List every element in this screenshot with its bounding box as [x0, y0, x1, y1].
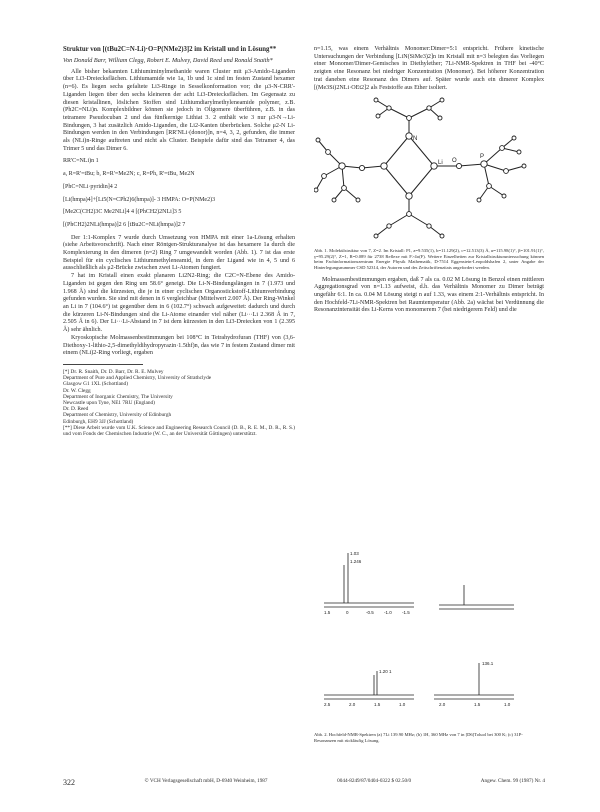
footnote-line: Department of Inorganic Chemistry, The University [63, 393, 173, 400]
body-paragraph-1: Der 1:1-Komplex 7 wurde durch Umsetzung von HMPA mit einer 1a-Lösung erhalten (siehe Arbeitsvorschrift). Nach einer Röntgen-Strukturanalyse ist das hexamere 1a durch die Komplexierung in den dimeren (n=2) Ring 7 umgewandelt worden (Abb. 1). 7 ist das erste Beispiel für ein cyclisches Lithiummethyleneamid, in dem der Ligand wie in 4, 5 und 6 ausschließlich als μ2-Brücke zwischen zwei Li-Atomen fungiert. [63, 234, 295, 272]
footnote-line: Department of Chemistry, University of Edinburgh [63, 412, 172, 419]
figure2-caption: Abb. 2. Hochfeld-NMR-Spektren (a) 7Li 139.90 MHz; (b) 1H, 360 MHz von 7 in [D6]Toluol bei 300 K; (c) 31P-Resonanzen mit rückläufig Lösung. [314, 732, 523, 743]
atom-label-o: O [452, 158, 457, 165]
right-column [314, 46, 544, 315]
tick-a: -1.0 [384, 610, 392, 615]
formula-6: [(PhCH2)2NLi(hmpa)]2 6 [tBu2C=NLi(hmpa)]2 7 [63, 221, 186, 228]
left-column [63, 46, 295, 437]
peak-label-b: 1.20 1 [379, 669, 392, 674]
footnote-line: [**] Diese Arbeit wurde vom U.K. Science and Engineering Research Council (D. B., R. E. M., D. R., R. S.) und vom Fonds der Chemischen Industrie (W. C., an der Universität Göttingen) unterstützt. [63, 424, 295, 437]
molecular-structure-figure [314, 96, 544, 246]
footnote-line: [*] Dr. R. Snaith, Dr. D. Barr, Dr. R. E. Mulvey [63, 368, 164, 375]
formula-1: RR'C=NLi)n 1 [63, 158, 99, 165]
formula-4: [Li(hmpa)4]+[Li5(N=CPh2)6(hmpa)]- 3 HMPA: O=P(NMe2)3 [63, 196, 216, 203]
peak-label-c: 136.1 [482, 661, 494, 666]
footnote-line: Dr. W. Clegg [63, 387, 91, 394]
tick-c: 2.0 [439, 702, 446, 707]
atom-label-n: N [413, 136, 418, 143]
right-paragraph-1: n=1.15, was einem Verhältnis Monomer:Dimer=5:1 entspricht. Frühere kinetische Untersuchungen der Verbindung [LiN(SiMe3)2]n im Kristall mit n=3 belegten das Vorliegen einer Monomer/Dimer-Gemisches in Diethylether; 7Li-NMR-Spektren in THF bei -40°C zeigten eine Resonanz bei niedriger Konzentration (Monomer). Bei höherer Konzentration trat daneben eine Resonanz des Dimers auf. Später wurde auch ein dimerer Komplex [(Me3Si)2NLi·OEt2]2 als Feststoffe aus Ether isoliert. [314, 46, 544, 91]
footnote-line: Dr. D. Reed [63, 406, 89, 413]
footnote-rule [63, 364, 143, 365]
footnote-line: Newcastle upon Tyne, NE1 7RU (England) [63, 399, 155, 406]
nmr-spectra [314, 545, 544, 725]
footnote-line: Glasgow G1 1XL (Schottland) [63, 381, 128, 388]
footnote-line: Edinburgh, EH9 3JJ (Schottland) [63, 418, 134, 425]
body-paragraph-3: Kryoskopische Molmassenbestimmungen bei 108°C in Tetrahydrofuran (THF) von (3,6-Diethoxy-1-lithio-2,5-dimethyldihydropyrazin·1.5thf)n, das wie 7 in festem Zustand dimer mit einem (NLi)2-Ring vorliegt, ergaben [63, 334, 295, 357]
tick-b: 1.0 [399, 702, 406, 707]
publisher-line: © VCH Verlagsgesellschaft mbH, D-6940 Weinheim, 1987 [144, 778, 268, 784]
tick-a: -0.5 [366, 610, 374, 615]
tick-a: -1.5 [402, 610, 410, 615]
nmr-spectra-figure [314, 545, 544, 760]
intro-paragraph: Alle bisher bekannten Lithiumiminylmethanide waren Cluster mit μ3-Amido-Liganden über Li3-Dreiecksflächen. Lithiumamide wie 1a, 1b und 1c sind im festen Zustand hexamer (n=6). Es liegen sechs gefaltete Li3-Ringe in Sesselkonformation vor; die μ3-N-CRR'-Liganden liegen über den sechs kleineren der acht Li3-Dreiecksflächen. Im Gegensatz zu diesen kristallinen, löslichen Stoffen sind Lithiumdiarylmethyleneamide polymer, z.B. (Ph2C=NLi)n. Komplexbildner können sie jedoch in Oligomere überführen, z.B. in das tetramere Pseudocuban 2 und das fünfkernige Lithiat 3. 2 enthält wie 3 nur μ3-N→Li-Bindungen, 3 hat zusätzlich Amido-Liganden, die Li2-Kanten überbrücken. Solche μ2-N Li-Bindungen werden in den Verbindungen [RR'NLi·(donor)]n, n=4, 3, 2, gefunden, die immer als (NLi)n-Ringe auftreten und nicht als Cluster. Beispiele dafür sind das Tetramer 4, das Trimer 5 und das Dimer 6. [63, 68, 295, 152]
tick-a: 1.5 [324, 610, 331, 615]
formula-3: [PhC=NLi·pyridin]4 2 [63, 183, 118, 190]
page-number: 322 [63, 778, 75, 787]
tick-c: 1.5 [474, 702, 481, 707]
peak-label-a2: 1.03 [350, 551, 359, 556]
atom-label-p: P [480, 154, 485, 161]
footnote-line: Department of Pure and Applied Chemistry, University of Strathclyde [63, 375, 212, 382]
tick-b: 2.5 [324, 702, 331, 707]
formula-5: [Me2C(CH2)3C Me2NLi]4 4 [(PhCH2)2NLi]3 5 [63, 209, 182, 216]
tick-b: 1.5 [374, 702, 381, 707]
figure1-caption: Abb. 1. Molekülstruktur von 7, Z=2. Im Kristall: P1, a=9.535(1), b=11.129(2), c=12.513(3) Å, α=115.98(1)°, β=101.91(1)°, γ=95.29(2)°, Z=1, R=0.089 für 2738 Reflexe mit F>4σ(F). Weitere Einzelheiten zur Kristallstrukturuntersuchung können beim Fachinformationszentrum Energie Physik Mathematik, D-7514 Eggenstein-Leopoldshafen 2, unter Angabe der Hinterlegungsnummer CSD 52314, der Autoren und des Zeitschriftenzitats angefordert werden. [314, 248, 544, 270]
body-paragraph-2: 7 hat im Kristall einen exakt planaren Li2N2-Ring; die C2C=N-Ebene des Amido-Liganden ist gegen den Ring um 58.6° geneigt. Die Li-N-Bindungslängen in 7 (1.973 und 1.968 Å) sind die kürzesten, die je in einer cyclischen Organostickstoff-Lithiumverbindung gefunden wurden. Sie sind mit denen in 6 vergleichbar (Mittelwert 2.007 Å). Der Ring-Winkel an Li in 7 (104.6°) ist gegenüber dem in 6 (102.7°) schwach aufgeweitet: dadurch und durch die kürzeren Li-N-Bindungen sind die Li-Atome einander viel näher (Li···Li 2.368 Å in 7, 2.505 Å in 6). Der Li···Li-Abstand in 7 ist dem kürzesten in den Li3-Dreiecken von 1 (2.395 Å) sehr ähnlich. [63, 273, 295, 334]
peak-label-a1: 1.246 [350, 559, 362, 564]
article-title: Struktur von [(tBu2C=N-Li)·O=P(NMe2)3]2 im Kristall und in Lösung** [63, 46, 277, 53]
page-footer [63, 778, 545, 787]
formula-2: a, R=R'=tBu; b, R=R'=Me2N; c, R=Ph, R'=tBu, Me2N [63, 171, 195, 178]
tick-a: 0 [346, 610, 349, 615]
right-paragraph-2: Molmassenbestimmungen ergaben, daß 7 als ca. 0.02 M Lösung in Benzol einen mittleren Aggregationsgrad von n=1.13 aufweist, d.h. das Verhältnis Monomer zu Dimer beträgt ungefähr 6:1. In ca. 0.04 M Lösung steigt n auf 1.33, was einem 2:1-Verhältnis entspricht. In den Hochfeld-7Li-NMR-Spektren bei Raumtemperatur (Abb. 2a) wächst bei Verdünnung die Resonanzintensität des Li-Kerns von monomerem 7 (bei niedrigerem Feld) und die [314, 276, 544, 314]
atom-label-li: Li [438, 160, 443, 167]
tick-b: 2.0 [349, 702, 356, 707]
journal-citation: Angew. Chem. 99 (1987) Nr. 4 [480, 778, 545, 784]
article-code: 0044-8249/87/0404-0322 $ 02.50/0 [337, 778, 412, 784]
article-authors: Von Donald Barr, William Clegg, Robert E. Mulvey, David Reed und Ronald Snaith* [63, 57, 273, 64]
tick-c: 1.0 [504, 702, 511, 707]
